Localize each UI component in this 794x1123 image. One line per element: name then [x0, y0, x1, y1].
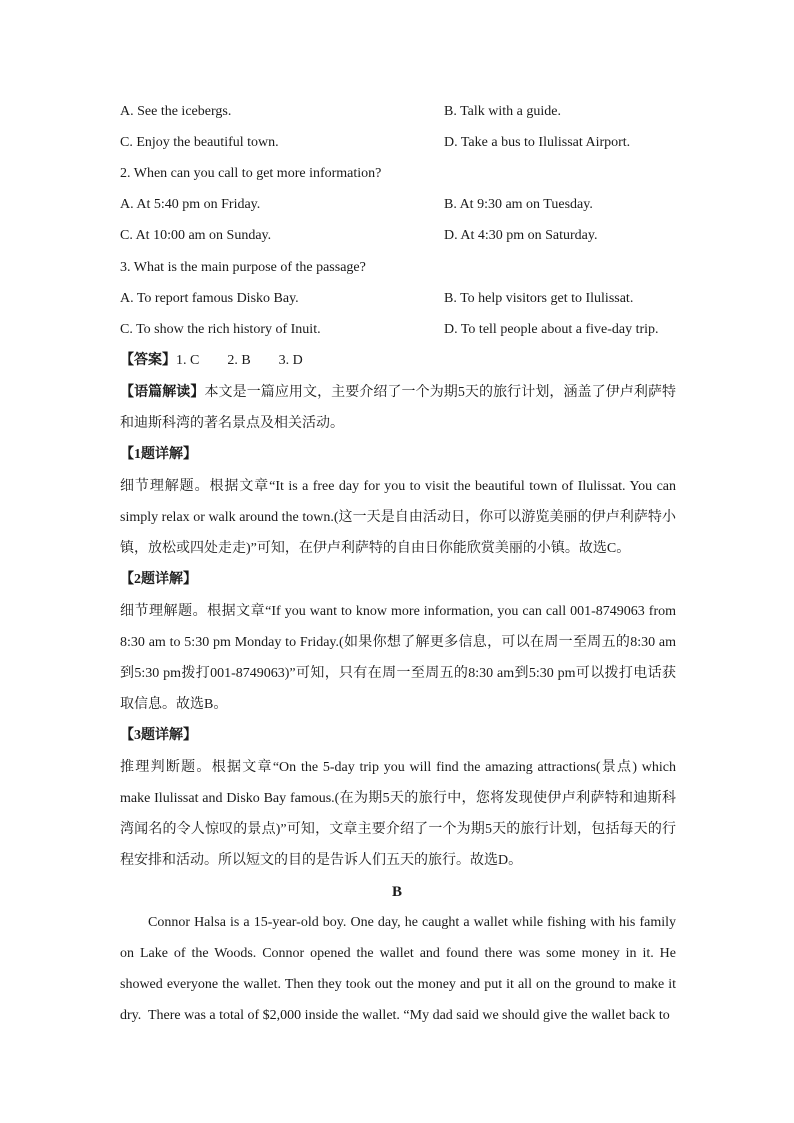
section-b-title: B — [391, 884, 402, 900]
reading-label: 【语篇解读】 — [120, 385, 205, 400]
q2-option-b: B. At 9:30 am on Tuesday. — [444, 197, 593, 212]
q2-option-c: C. At 10:00 am on Sunday. — [120, 228, 272, 243]
answer-values: 1. C 2. B 3. D — [176, 353, 303, 368]
q2-option-a: A. At 5:40 pm on Friday. — [120, 197, 261, 212]
detail2-text: 细节理解题。根据文章“If you want to know more information, you can call 001-8749063 from 8:30 am to 5:30 pm Monday to Friday.(如果你想了解更多信息，可以在周一至周五的8:30 am到5:30 pm拨打001-8749063)”可知，只有在周一至周五的8:30 am到5:30 pm可以拨打电话获取信息。故选B。 — [120, 604, 676, 712]
section-b-paragraph-1: Connor Halsa is a 15-year-old boy. One day, he caught a wallet while fishing with his family on Lake of the Woods. Connor opened the wallet and found there was some money in it. He showed everyone the wallet. Then they took out the money and put it all on the ground to make it dry. — [120, 915, 676, 1023]
q3-option-d: D. To tell people about a five-day trip. — [444, 322, 659, 337]
q3-option-c: C. To show the rich history of Inuit. — [120, 322, 321, 337]
reading-paragraph — [120, 377, 676, 439]
reading-text: 本文是一篇应用文，主要介绍了一个为期5天的旅行计划，涵盖了伊卢利萨特和迪斯科湾的著名景点及相关活动。 — [120, 385, 677, 431]
q2-question: 2. When can you call to get more information? — [120, 166, 382, 181]
detail1-label: 【1题详解】 — [120, 447, 197, 462]
q1-option-b: B. Talk with a guide. — [444, 104, 561, 119]
q1-option-c: C. Enjoy the beautiful town. — [120, 135, 279, 150]
detail3-label: 【3题详解】 — [120, 728, 197, 743]
detail3-text: 推理判断题。根据文章“On the 5-day trip you will find the amazing attractions(景点) which make Ilulissat and Disko Bay famous.(在为期5天的旅行中，您将发现使伊卢利萨特和迪斯科湾闻名的令人惊叹的景点)”可知，文章主要介绍了一个为期5天的旅行计划，包括每天的行程安排和活动。所以短文的目的是告诉人们五天的旅行。故选D。 — [120, 760, 676, 868]
answer-line — [120, 351, 303, 371]
q2-option-d: D. At 4:30 pm on Saturday. — [444, 228, 598, 243]
detail2-label: 【2题详解】 — [120, 572, 197, 587]
q3-option-a: A. To report famous Disko Bay. — [120, 291, 299, 306]
q1-option-d: D. Take a bus to Ilulissat Airport. — [444, 135, 631, 150]
section-b-paragraph-2: There was a total of $2,000 inside the wallet. “My dad said we should give the wallet back to — [148, 1008, 670, 1023]
answer-label: 【答案】 — [120, 353, 176, 368]
q1-option-a: A. See the icebergs. — [120, 104, 232, 119]
detail1-text: 细节理解题。根据文章“It is a free day for you to visit the beautiful town of Ilulissat. You can simply relax or walk around the town.(这一天是自由活动日，你可以游览美丽的伊卢利萨特小镇，放松或四处走走)”可知，在伊卢利萨特的自由日你能欣赏美丽的小镇。故选C。 — [120, 479, 676, 556]
q3-question: 3. What is the main purpose of the passage? — [120, 260, 366, 275]
q3-option-b: B. To help visitors get to Ilulissat. — [444, 291, 634, 306]
